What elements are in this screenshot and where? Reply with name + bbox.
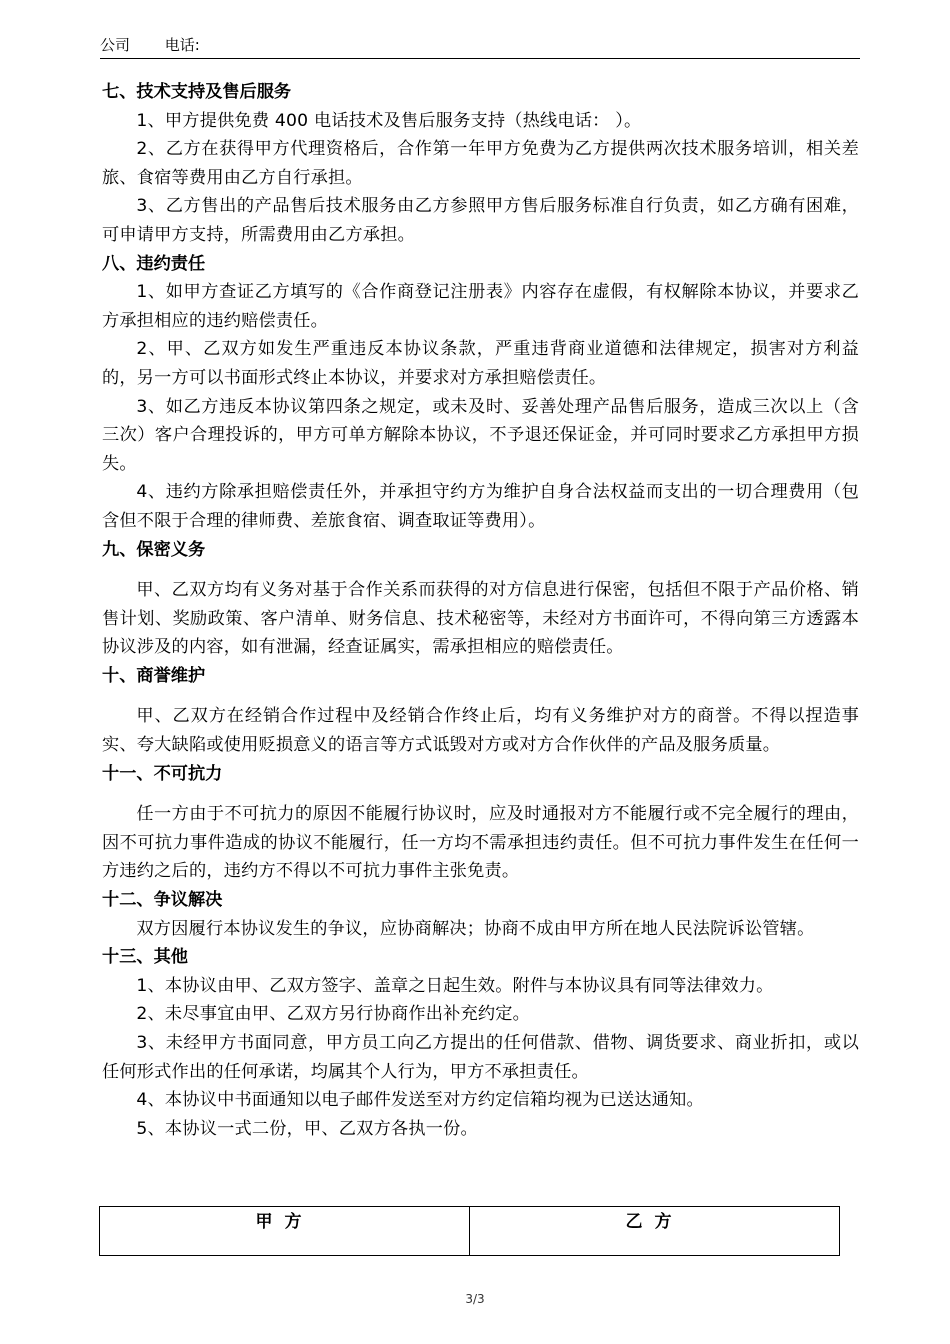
section-8-item-1: 1、如甲方查证乙方填写的《合作商登记注册表》内容存在虚假，有权解除本协议，并要求乙方承担相应的违约赔偿责任。 <box>102 282 859 331</box>
section-13-item-2: 2、未尽事宜由甲、乙双方另行协商作出补充约定。 <box>136 1004 531 1025</box>
section-12-title: 十二、争议解决 <box>102 890 223 911</box>
party-a-cell: 甲方 <box>255 1212 314 1232</box>
section-8-item-2: 2、甲、乙双方如发生严重违反本协议条款，严重违背商业道德和法律规定，损害对方利益的，另一方可以书面形式终止本协议，并要求对方承担赔偿责任。 <box>102 339 859 388</box>
section-7-title: 七、技术支持及售后服务 <box>102 82 292 102</box>
party-b-cell: 乙方 <box>469 1207 839 1255</box>
section-10-text: 甲、乙双方在经销合作过程中及经销合作终止后，均有义务维护对方的商誉。不得以捏造事实、夸大缺陷或使用贬损意义的语言等方式诋毁对方或对方合作伙伴的产品及服务质量。 <box>102 706 859 756</box>
section-13-title: 十三、其他 <box>102 947 188 968</box>
section-11-text: 任一方由于不可抗力的原因不能履行协议时，应及时通报对方不能履行或不完全履行的理由，因不可抗力事件造成的协议不能履行，任一方均不需承担违约责任。但不可抗力事件发生在任何一方违约之后的，违约方不得以不可抗力事件主张免责。 <box>102 804 859 882</box>
section-8-item-3: 3、如乙方违反本协议第四条之规定，或未及时、妥善处理产品售后服务，造成三次以上（含三次）客户合理投诉的，甲方可单方解除本协议，不予退还保证金，并可同时要求乙方承担甲方损失。 <box>102 396 859 474</box>
section-13-item-5: 5、本协议一式二份，甲、乙双方各执一份。 <box>136 1118 478 1139</box>
section-13-item-3: 3、未经甲方书面同意，甲方员工向乙方提出的任何借款、借物、调货要求、商业折扣，或以任何形式作出的任何承诺，均属其个人行为，甲方不承担责任。 <box>102 1033 859 1082</box>
section-13-item-1: 1、本协议由甲、乙双方签字、盖章之日起生效。附件与本协议具有同等法律效力。 <box>136 975 774 996</box>
section-8-item-4: 4、违约方除承担赔偿责任外，并承担守约方为维护自身合法权益而支出的一切合理费用（包含但不限于合理的律师费、差旅食宿、调查取证等费用）。 <box>102 482 859 531</box>
page-header <box>100 34 860 59</box>
section-7-item-1: 1、甲方提供免费 400 电话技术及售后服务支持（热线电话： ）。 <box>136 110 642 131</box>
header-phone: 电话: <box>164 36 200 54</box>
page-number: 3/3 <box>465 1292 485 1306</box>
document-body <box>102 78 859 1143</box>
section-9-text: 甲、乙双方均有义务对基于合作关系而获得的对方信息进行保密，包括但不限于产品价格、销售计划、奖励政策、客户清单、财务信息、技术秘密等，未经对方书面许可，不得向第三方透露本协议涉及的内容，如有泄漏，经查证属实，需承担相应的赔偿责任。 <box>102 580 859 658</box>
section-13-item-4: 4、本协议中书面通知以电子邮件发送至对方约定信箱均视为已送达通知。 <box>136 1090 704 1111</box>
section-11-title: 十一、不可抗力 <box>102 763 223 784</box>
section-12-text: 双方因履行本协议发生的争议，应协商解决；协商不成由甲方所在地人民法院诉讼管辖。 <box>136 918 815 939</box>
signature-table <box>99 1206 840 1256</box>
section-9-title: 九、保密义务 <box>102 539 206 560</box>
section-10-title: 十、商誉维护 <box>102 665 206 686</box>
section-7-item-3: 3、乙方售出的产品售后技术服务由乙方参照甲方售后服务标准自行负责，如乙方确有困难，可申请甲方支持，所需费用由乙方承担。 <box>102 196 859 245</box>
section-8-title: 八、违约责任 <box>102 253 206 274</box>
header-company: 公司 <box>100 36 131 54</box>
section-7-item-2: 2、乙方在获得甲方代理资格后，合作第一年甲方免费为乙方提供两次技术服务培训，相关差旅、食宿等费用由乙方自行承担。 <box>102 139 859 188</box>
